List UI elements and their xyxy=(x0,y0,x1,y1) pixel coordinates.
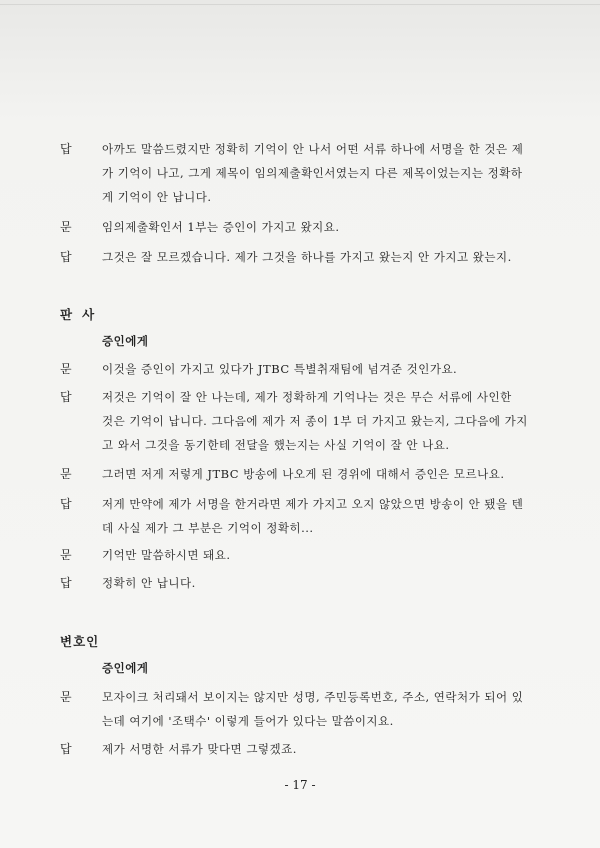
speaker-label: 답 xyxy=(60,742,72,756)
speaker-label: 문 xyxy=(60,362,72,376)
speaker-label: 문 xyxy=(60,220,72,234)
answer-line: 제가 서명한 서류가 맞다면 그렇겠죠. xyxy=(102,742,297,756)
answer-line: 고 와서 그것을 동기한테 전달을 했는지는 사실 기억이 잘 안 나요. xyxy=(102,438,450,452)
answer-line: 가 기억이 나고, 그게 제목이 임의제출확인서였는지 다른 제목이었는지는 정확하 xyxy=(102,166,523,180)
page-number: - 17 - xyxy=(284,778,316,792)
answer-line: 아까도 말씀드렸지만 정확히 기억이 안 나서 어떤 서류 하나에 서명을 한 것은 제 xyxy=(102,142,524,156)
section-heading-judge: 판사 xyxy=(60,307,105,322)
speaker-label: 답 xyxy=(60,250,72,264)
answer-line: 정확히 안 납니다. xyxy=(102,576,196,590)
speaker-label: 문 xyxy=(60,548,72,562)
speaker-label: 답 xyxy=(60,497,72,511)
answer-line: 게 기억이 안 납니다. xyxy=(102,190,212,204)
section-subheading: 증인에게 xyxy=(102,661,149,675)
question-line: 기억만 말씀하시면 돼요. xyxy=(102,548,231,562)
top-edge-line xyxy=(0,4,600,5)
speaker-label: 답 xyxy=(60,576,72,590)
section-heading-defense-counsel: 변호인 xyxy=(60,634,100,649)
answer-line: 것은 기억이 납니다. 그다음에 제가 저 종이 1부 더 가지고 왔는지, 그다음에 가지 xyxy=(102,414,528,428)
speaker-label: 답 xyxy=(60,390,72,404)
speaker-label: 문 xyxy=(60,467,72,481)
section-subheading: 증인에게 xyxy=(102,334,149,348)
question-line: 이것을 증인이 가지고 있다가 JTBC 특별취재팀에 넘겨준 것인가요. xyxy=(102,362,458,376)
question-line: 그러면 저게 저렇게 JTBC 방송에 나오게 된 경위에 대해서 증인은 모르나요. xyxy=(102,467,505,481)
answer-line: 저게 만약에 제가 서명을 한거라면 제가 가지고 오지 않았으면 방송이 안 됐을 텐 xyxy=(102,497,524,511)
answer-line: 저것은 기억이 잘 안 나는데, 제가 정확하게 기억나는 것은 무슨 서류에 사인한 xyxy=(102,390,512,404)
answer-line: 데 사실 제가 그 부분은 기억이 정확히... xyxy=(102,521,314,535)
speaker-label: 문 xyxy=(60,690,72,704)
question-line: 모자이크 처리돼서 보이지는 않지만 성명, 주민등록번호, 주소, 연락처가 되어 있 xyxy=(102,690,524,704)
speaker-label: 답 xyxy=(60,142,72,156)
question-line: 는데 여기에 '조택수' 이렇게 들어가 있다는 말씀이지요. xyxy=(102,714,394,728)
question-line: 임의제출확인서 1부는 증인이 가지고 왔지요. xyxy=(102,220,340,234)
answer-line: 그것은 잘 모르겠습니다. 제가 그것을 하나를 가지고 왔는지 안 가지고 왔는지. xyxy=(102,250,512,264)
